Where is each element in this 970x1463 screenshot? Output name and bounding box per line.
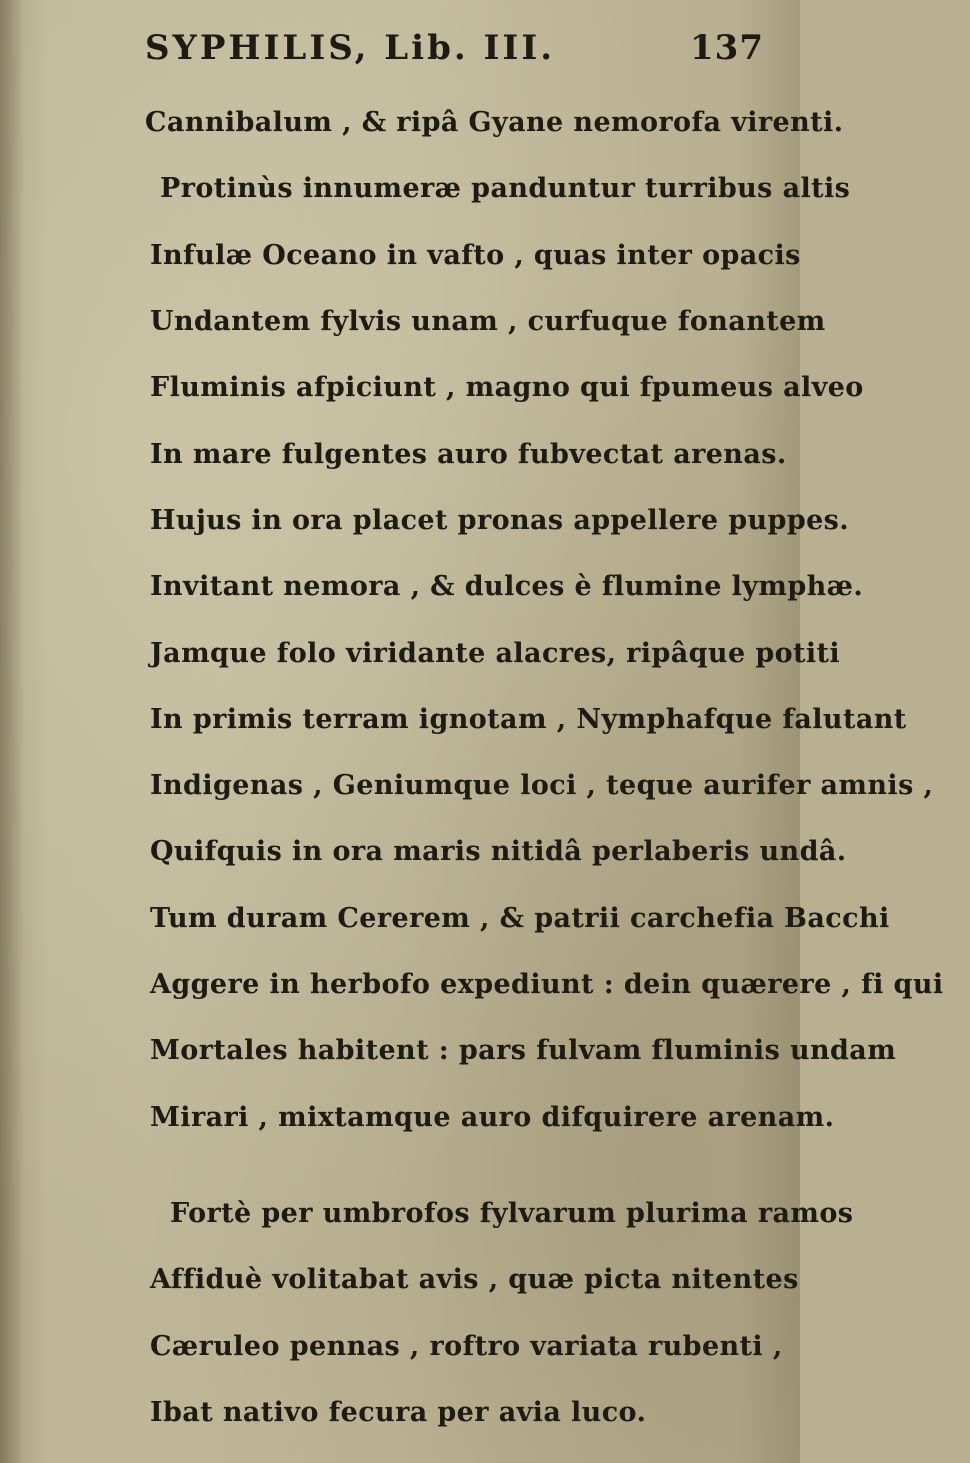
verse-line: Mortales habitent : pars fulvam fluminis undam xyxy=(150,1035,897,1066)
running-head: SYPHILIS, Lib. III. xyxy=(145,28,556,68)
verse-line: Ibat nativo fecura per avia luco. xyxy=(150,1397,647,1428)
verse-line: Tum duram Cererem , & patrii carchefia Bacchi xyxy=(150,903,890,934)
verse-line: Hujus in ora placet pronas appellere puppes. xyxy=(150,505,850,536)
page-number: 137 xyxy=(690,28,764,68)
verse-line: Fortè per umbrofos fylvarum plurima ramos xyxy=(170,1198,854,1229)
verse-line: Indigenas , Geniumque loci , teque aurifer amnis , xyxy=(150,770,934,801)
verse-line: Cannibalum , & ripâ Gyane nemorofa virenti. xyxy=(145,107,844,138)
verse-line: Protinùs innumeræ panduntur turribus altis xyxy=(160,173,851,204)
verse-line: Infulæ Oceano in vafto , quas inter opacis xyxy=(150,240,801,271)
verse-line: Fluminis afpiciunt , magno qui fpumeus alveo xyxy=(150,372,864,403)
verse-line: Affiduè volitabat avis , quæ picta nitentes xyxy=(150,1264,799,1295)
page-header xyxy=(145,28,765,80)
verse-line: Aggere in herbofo expediunt : dein quærere , fi qui xyxy=(150,969,944,1000)
verse-line: Undantem fylvis unam , curfuque fonantem xyxy=(150,306,826,337)
verse-line: Quifquis in ora maris nitidâ perlaberis undâ. xyxy=(150,836,847,867)
verse-line: Cæruleo pennas , roftro variata rubenti , xyxy=(150,1331,783,1362)
verse-line: Jamque folo viridante alacres, ripâque potiti xyxy=(150,638,841,669)
verse-line: Invitant nemora , & dulces è flumine lymphæ. xyxy=(150,571,864,602)
verse-line: In primis terram ignotam , Nymphafque falutant xyxy=(150,704,907,735)
verse-line: In mare fulgentes auro fubvectat arenas. xyxy=(150,439,787,470)
verse-line: Mirari , mixtamque auro difquirere arenam. xyxy=(150,1102,835,1133)
